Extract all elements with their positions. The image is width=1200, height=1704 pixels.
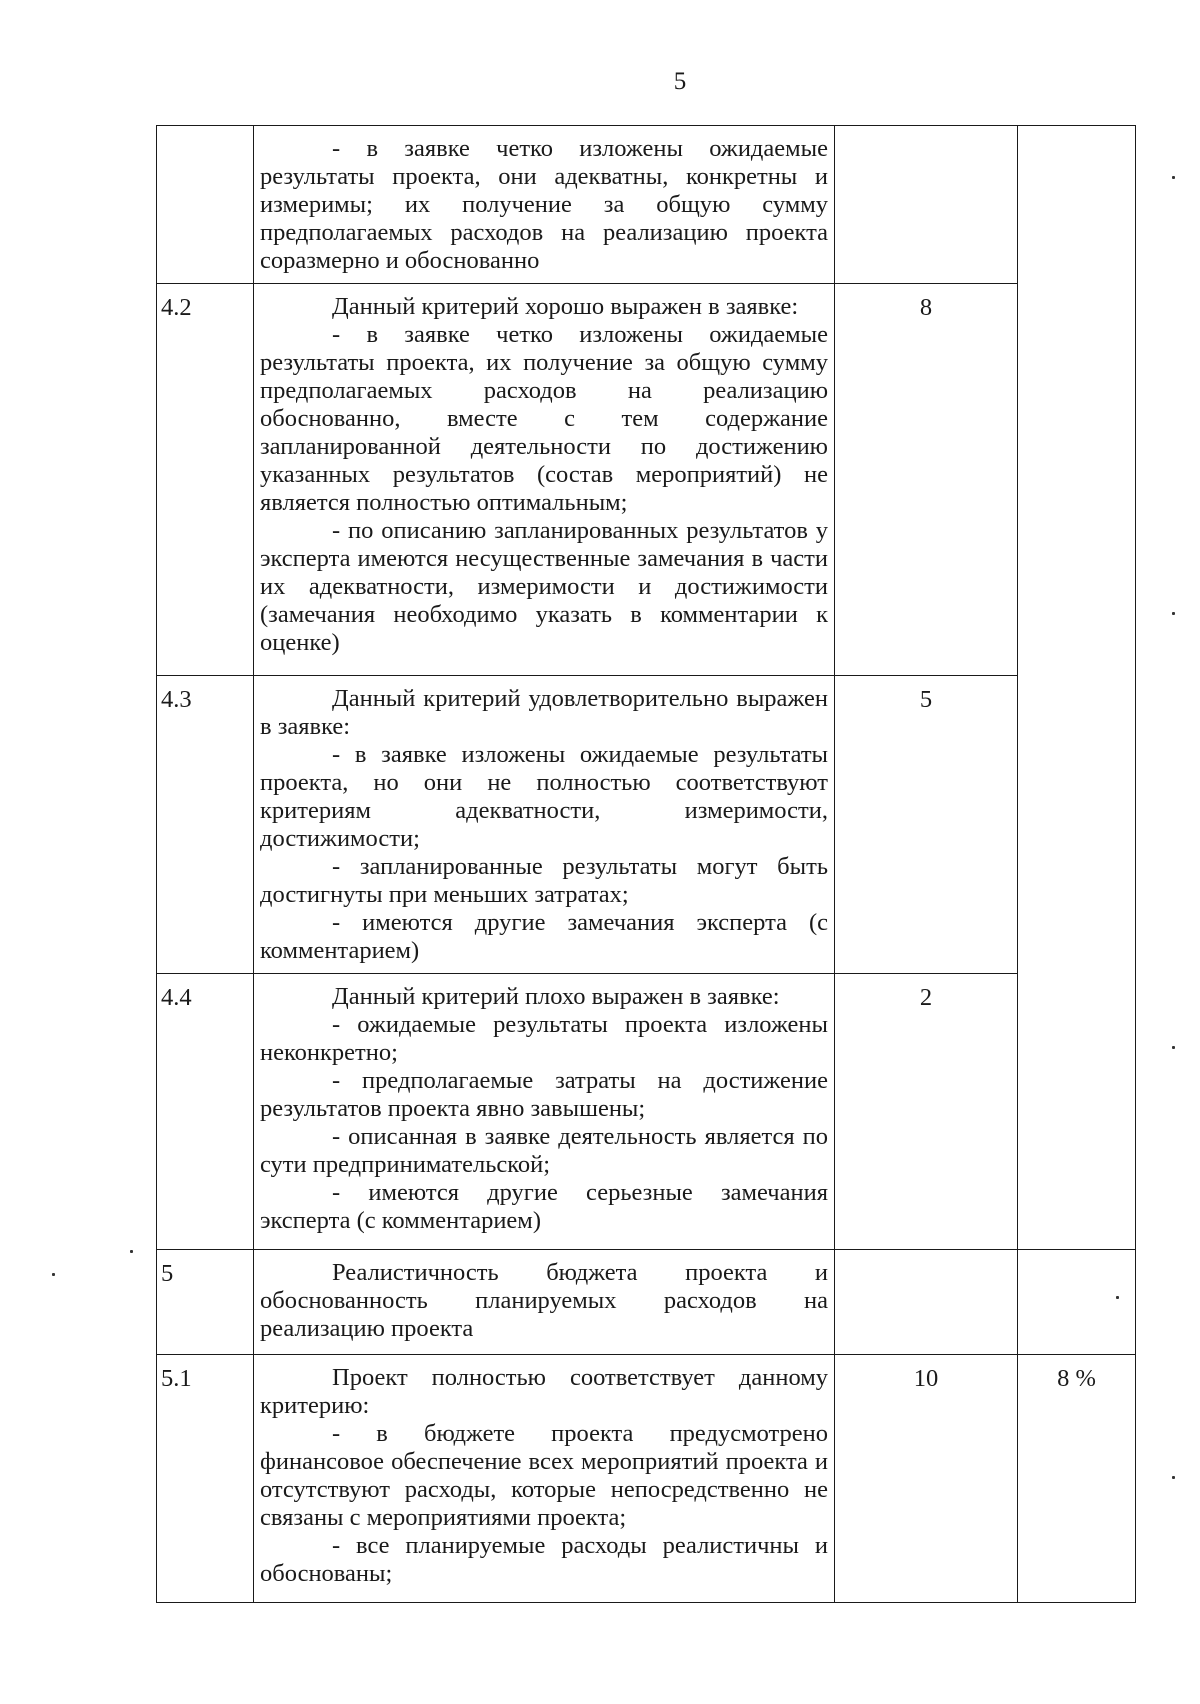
description-paragraph: - в заявке четко изложены ожидаемые результаты проекта, их получение за общую сумму предполагаемых расходов на реализацию обоснованно, вместе с тем содержание запланированной деятельности по достижению указанных результатов (состав мероприятий) не является полностью оптимальным;	[260, 321, 828, 516]
scan-speck	[1172, 1046, 1175, 1049]
description-paragraph: - по описанию запланированных результатов у эксперта имеются несущественные замечания в части их адекватности, измеримости и достижимости (замечания необходимо указать в комментарии к оценке)	[260, 517, 828, 656]
criterion-number: 4.2	[157, 284, 254, 676]
criterion-description	[254, 1250, 835, 1355]
description-paragraph: - в заявке четко изложены ожидаемые результаты проекта, они адекватны, конкретны и измеримы; их получение за общую сумму предполагаемых расходов на реализацию проекта соразмерно и обоснованно	[260, 135, 828, 274]
description-paragraph: - ожидаемые результаты проекта изложены неконкретно;	[260, 1011, 828, 1066]
table-row	[157, 126, 1136, 284]
scan-speck	[1172, 612, 1175, 615]
criterion-description	[254, 676, 835, 974]
criterion-score: 2	[835, 974, 1018, 1250]
description-paragraph: Данный критерий удовлетворительно выражен в заявке:	[260, 685, 828, 740]
criterion-score: 8	[835, 284, 1018, 676]
criterion-score	[835, 1250, 1018, 1355]
description-paragraph: - все планируемые расходы реалистичны и обоснованы;	[260, 1532, 828, 1587]
description-paragraph: Реалистичность бюджета проекта и обоснованность планируемых расходов на реализацию проекта	[260, 1259, 828, 1342]
criterion-number: 5.1	[157, 1355, 254, 1603]
description-paragraph: - предполагаемые затраты на достижение результатов проекта явно завышены;	[260, 1067, 828, 1122]
description-paragraph: Данный критерий плохо выражен в заявке:	[332, 983, 780, 1010]
table-row	[157, 1355, 1136, 1603]
scan-speck	[130, 1250, 133, 1253]
page-number: 5	[673, 68, 687, 95]
table-row	[157, 676, 1136, 974]
description-paragraph: - имеются другие замечания эксперта (с комментарием)	[260, 909, 828, 964]
criteria-table	[156, 125, 1136, 1603]
description-paragraph: - в заявке изложены ожидаемые результаты проекта, но они не полностью соответствуют критериям адекватности, измеримости, достижимости;	[260, 741, 828, 852]
criterion-description	[254, 974, 835, 1250]
scan-speck	[1116, 1296, 1119, 1299]
scan-speck	[52, 1273, 55, 1276]
criterion-description	[254, 284, 835, 676]
description-paragraph: - запланированные результаты могут быть достигнуты при меньших затратах;	[260, 853, 828, 908]
description-paragraph: - имеются другие серьезные замечания эксперта (с комментарием)	[260, 1179, 828, 1234]
criterion-number: 4.4	[157, 974, 254, 1250]
description-paragraph: - описанная в заявке деятельность является по сути предпринимательской;	[260, 1123, 828, 1178]
criterion-weight	[1018, 126, 1136, 1250]
scan-speck	[1172, 1476, 1175, 1479]
description-paragraph: - в бюджете проекта предусмотрено финансовое обеспечение всех мероприятий проекта и отсутствуют расходы, которые непосредственно не связаны с мероприятиями проекта;	[260, 1420, 828, 1531]
criterion-description	[254, 126, 835, 284]
scan-speck	[1172, 176, 1175, 179]
description-paragraph: Проект полностью соответствует данному критерию:	[260, 1364, 828, 1419]
criterion-description	[254, 1355, 835, 1603]
criterion-number: 5	[157, 1250, 254, 1355]
criterion-number: 4.3	[157, 676, 254, 974]
table-row	[157, 284, 1136, 676]
criterion-score: 10	[835, 1355, 1018, 1603]
criterion-score	[835, 126, 1018, 284]
table-row	[157, 1250, 1136, 1355]
table-row	[157, 974, 1136, 1250]
description-paragraph: Данный критерий хорошо выражен в заявке:	[332, 293, 799, 320]
criterion-number	[157, 126, 254, 284]
criterion-weight: 8 %	[1018, 1355, 1136, 1603]
criterion-weight	[1018, 1250, 1136, 1355]
criterion-score: 5	[835, 676, 1018, 974]
